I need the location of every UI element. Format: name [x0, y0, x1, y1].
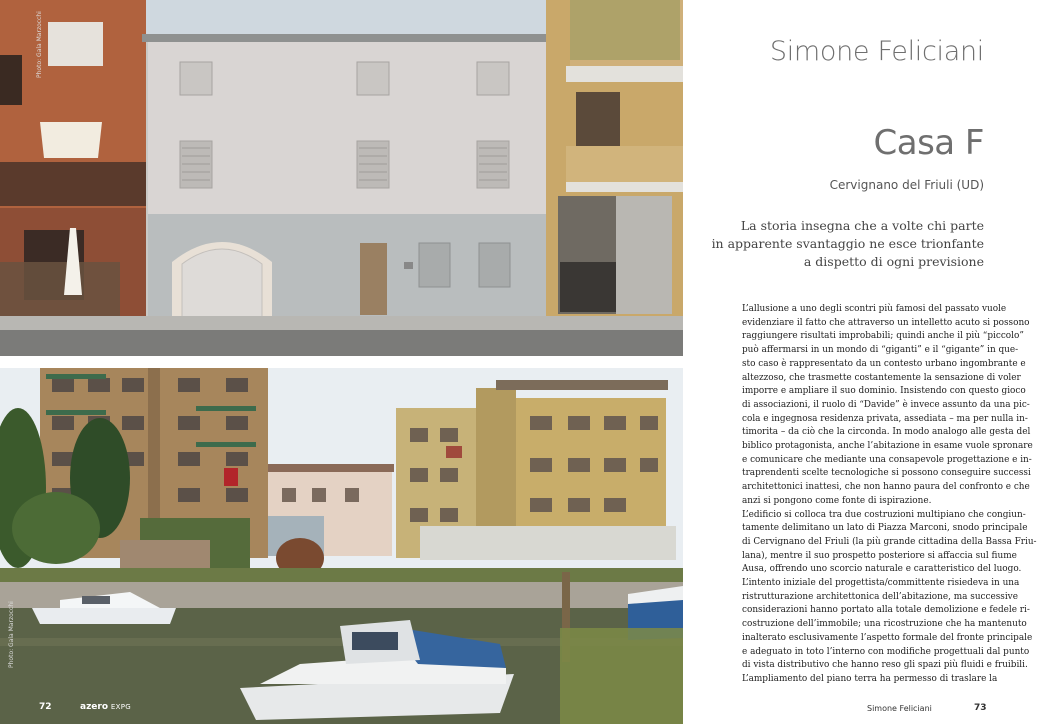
brand-name: azero: [80, 702, 109, 712]
author-name: Simone Feliciani: [769, 36, 984, 67]
body-line: biblico protagonista, anche l’abitazione in esame vuole spronare: [742, 441, 1033, 452]
body-line: cola e ingegnosa residenza privata, assediata – ma per nulla in-: [742, 413, 1028, 424]
body-line: Ausa, offrendo uno scorcio naturale e caratteristico del luogo.: [742, 564, 1022, 575]
article-body: [742, 303, 1037, 687]
body-line: considerazioni hanno portato alla totale demolizione e fedele ri-: [742, 605, 1030, 616]
front-facade-photo: [0, 0, 683, 356]
body-line: L’intento iniziale del progettista/committente risiedeva in una: [742, 578, 1020, 589]
body-line: di Cervignano del Friuli (la più grande cittadina della Bassa Friu-: [742, 536, 1037, 547]
photo-credit-bottom: Photo: Gala Marzocchi: [8, 601, 15, 668]
page-number-left: 72: [39, 702, 52, 712]
page-number-right: 73: [974, 703, 987, 713]
body-line: e adeguato in toto l’interno con modifiche progettuali dal punto: [742, 646, 1030, 657]
brand-suffix: EXPG: [110, 703, 131, 711]
body-line: anzi si pongono come fonte di ispirazione.: [742, 495, 932, 506]
body-line: lana), mentre il suo prospetto posteriore si affaccia sul fiume: [742, 550, 1017, 561]
body-line: L’allusione a uno degli scontri più famosi del passato vuole: [742, 304, 1007, 314]
body-line: imporre e ampliare il suo dominio. Insistendo con questo gioco: [742, 386, 1026, 397]
body-line: altezzoso, che trasmette costantemente la sensazione di voler: [742, 372, 1021, 383]
lead-line: a dispetto di ogni previsione: [803, 254, 984, 269]
footer-author: Simone Feliciani: [867, 704, 932, 713]
article-lead: [684, 217, 984, 271]
body-line: può affermarsi in un mondo di “giganti” e il “gigante” in que-: [742, 345, 1019, 356]
article-location: Cervignano del Friuli (UD): [829, 178, 984, 192]
body-line: traprendenti scelte tecnologiche si possono conseguire successi: [742, 468, 1031, 479]
body-line: L’edificio si colloca tra due costruzioni multipiano che congiun-: [742, 509, 1026, 520]
body-line: ristrutturazione architettonica dell’abitazione, ma successive: [742, 591, 1018, 602]
body-line: raggiungere risultati improbabili; quindi anche il più “piccolo”: [742, 331, 1024, 342]
body-line: inalterato esclusivamente l’aspetto formale del fronte principale: [742, 632, 1033, 643]
lead-line: La storia insegna che a volte chi parte: [740, 218, 984, 233]
body-line: evidenziare il fatto che attraverso un intelletto acuto si possono: [742, 317, 1030, 328]
body-line: costruzione dell’immobile; una ricostruzione che ha mantenuto: [742, 619, 1027, 630]
magazine-logo: [80, 702, 131, 712]
body-line: architettonici inattesi, che non hanno paura del confronto e che: [742, 482, 1030, 493]
article-title: Casa F: [873, 123, 984, 163]
body-line: L’ampliamento del piano terra ha permesso di traslare la: [742, 673, 998, 684]
body-line: timorita – da ciò che la circonda. In modo analogo alle gesta del: [742, 427, 1031, 438]
lead-line: in apparente svantaggio ne esce trionfante: [711, 236, 984, 251]
right-page: [683, 0, 1037, 724]
body-line: e comunicare che mediante una consapevole progettazione e in-: [742, 454, 1032, 465]
photo-credit-top: Photo: Gala Marzocchi: [36, 11, 43, 78]
body-line: di vista distributivo che hanno reso gli spazi più fluidi e fruibili.: [742, 660, 1028, 671]
river-view-photo: [0, 368, 683, 724]
body-line: di associazioni, il ruolo di “Davide” è invece assunto da una pic-: [742, 399, 1030, 410]
body-line: tamente delimitano un lato di Piazza Marconi, snodo principale: [742, 523, 1028, 534]
body-line: sto caso è rappresentato da un contesto urbano ingombrante e: [742, 358, 1026, 369]
